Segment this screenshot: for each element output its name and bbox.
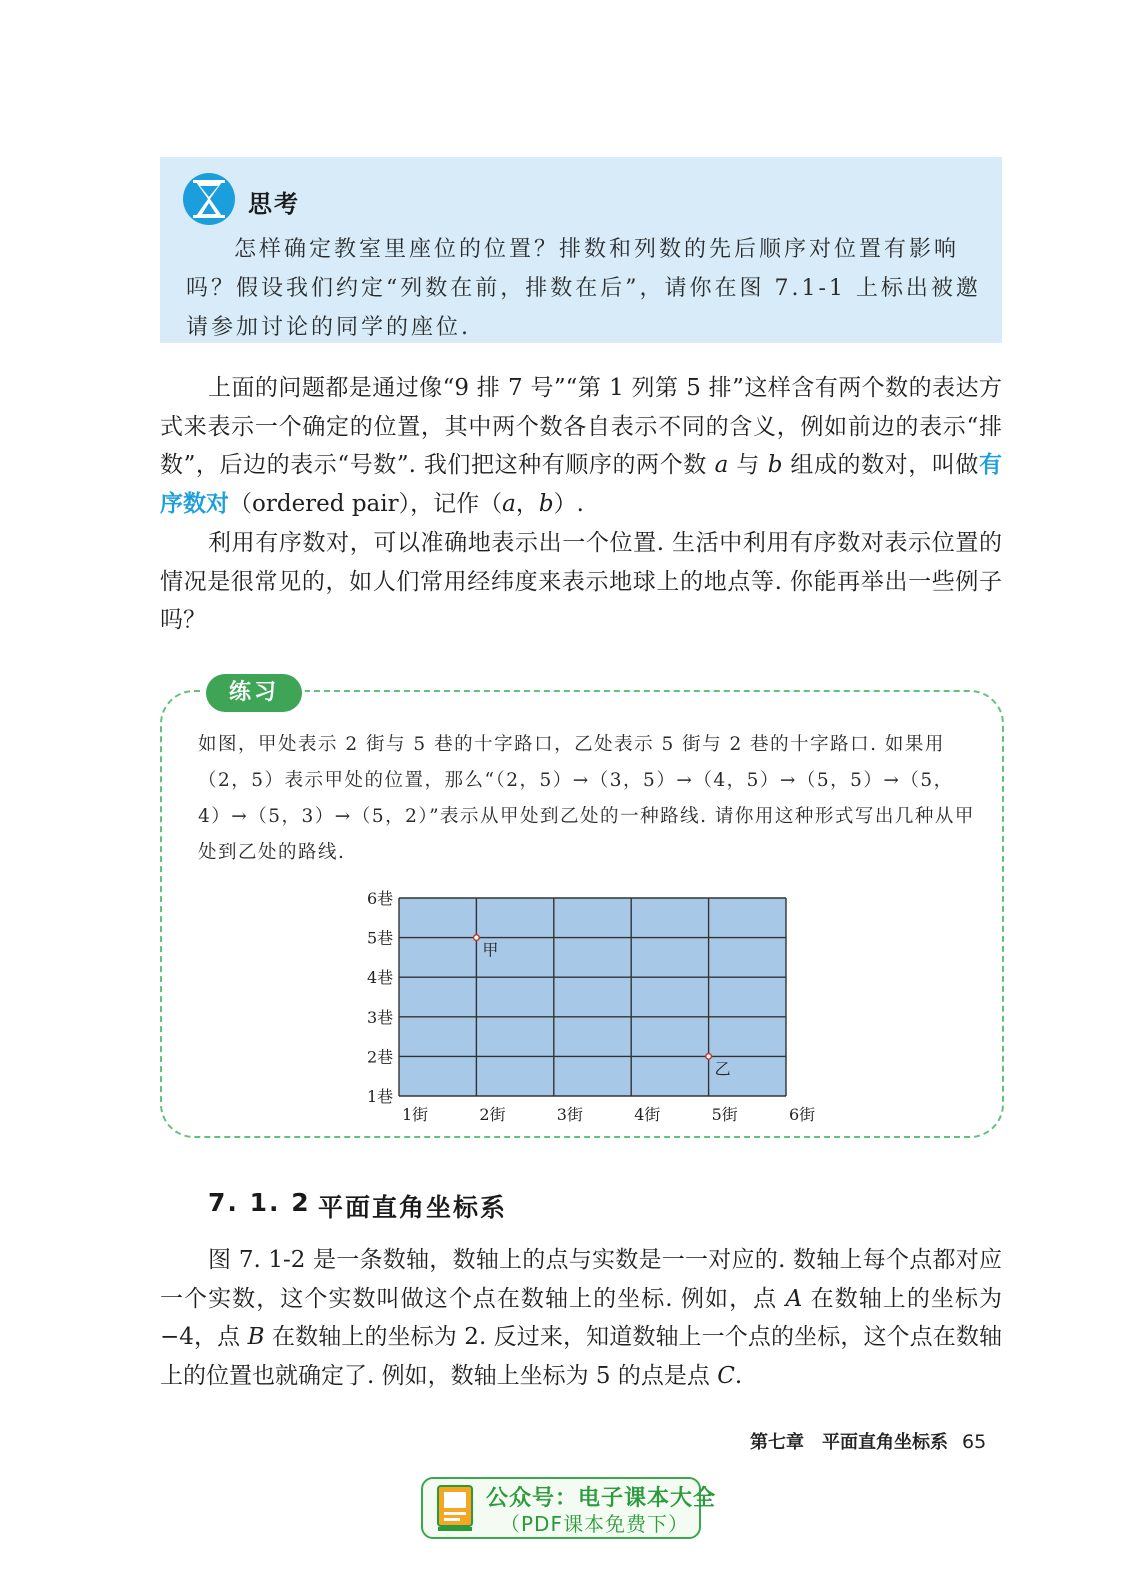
term-ordered-pair: 有序数对 [160,452,1002,517]
x-tick-label: 1街 [402,1105,429,1124]
section-number: 7. 1. 2 [208,1188,311,1217]
y-tick-label: 2巷 [367,1047,394,1067]
paragraph-ordered-pair: 上面的问题都是通过像“9 排 7 号”“第 1 列第 5 排”这样含有两个数的表达方式来表示一个确定的位置，其中两个数各自表示不同的含义，例如前边的表示“排数”，后边的表示“号数”. 我们把这种有顺序的两个数 a 与 b 组成的数对，叫做有序数对（ordered pair），记作（a，b）. [160,375,1002,517]
hourglass-icon [182,172,236,226]
paragraph-number-line: 图 7. 1-2 是一条数轴，数轴上的点与实数是一一对应的. 数轴上每个点都对应一个实数，这个实数叫做这个点在数轴上的坐标. 例如，点 A 在数轴上的坐标为−4，点 B 在数轴上的坐标为 2. 反过来，知道数轴上一个点的坐标，这个点在数轴上的位置也就确定了. 例如，数轴上坐标为 5 的点是点 C. [160,1247,1003,1389]
point-label: 乙 [714,1059,731,1079]
badge-line2: （PDF课本免费下） [500,1512,689,1536]
chapter-title: 第七章 平面直角坐标系 [750,1432,948,1453]
book-icon [434,1483,478,1533]
y-tick-label: 5巷 [367,928,394,948]
y-tick-label: 3巷 [367,1007,394,1027]
page-footer [750,1428,986,1454]
think-title: 思考 [248,190,300,218]
paragraph-examples: 利用有序数对，可以准确地表示出一个位置. 生活中利用有序数对表示位置的情况是很常见的，如人们常用经纬度来表示地球上的地点等. 你能再举出一些例子吗？ [160,530,1002,633]
x-tick-label: 6街 [789,1105,816,1124]
page-number: 65 [962,1431,987,1453]
grid-point [706,1054,712,1060]
x-tick-label: 4街 [634,1105,661,1124]
point-label: 甲 [482,940,499,960]
section-title: 平面直角坐标系 [318,1193,508,1222]
x-tick-label: 3街 [556,1105,583,1124]
badge-line1: 公众号：电子课本大全 [486,1486,717,1511]
grid-point [474,935,480,941]
y-tick-label: 4巷 [367,968,394,988]
exercise-text: 如图，甲处表示 2 街与 5 巷的十字路口，乙处表示 5 街与 2 巷的十字路口. 如果用（2，5）表示甲处的位置，那么“（2，5）→（3，5）→（4，5）→（5，5）→（5，4）→（5，3）→（5，2）”表示从甲处到乙处的一种路线. 请你用这种形式写出几种从甲处到乙处的路线. [198,734,975,863]
street-grid-figure [350,880,820,1130]
x-tick-label: 2街 [479,1105,506,1124]
exercise-label: 练习 [206,674,302,712]
think-text: 怎样确定教室里座位的位置？排数和列数的先后顺序对位置有影响吗？假设我们约定“列数在前，排数在后”，请你在图 7.1-1 上标出被邀请参加讨论的同学的座位. [186,237,981,340]
y-tick-label: 6巷 [367,889,394,908]
y-tick-label: 1巷 [367,1087,394,1106]
x-tick-label: 5街 [711,1105,738,1124]
